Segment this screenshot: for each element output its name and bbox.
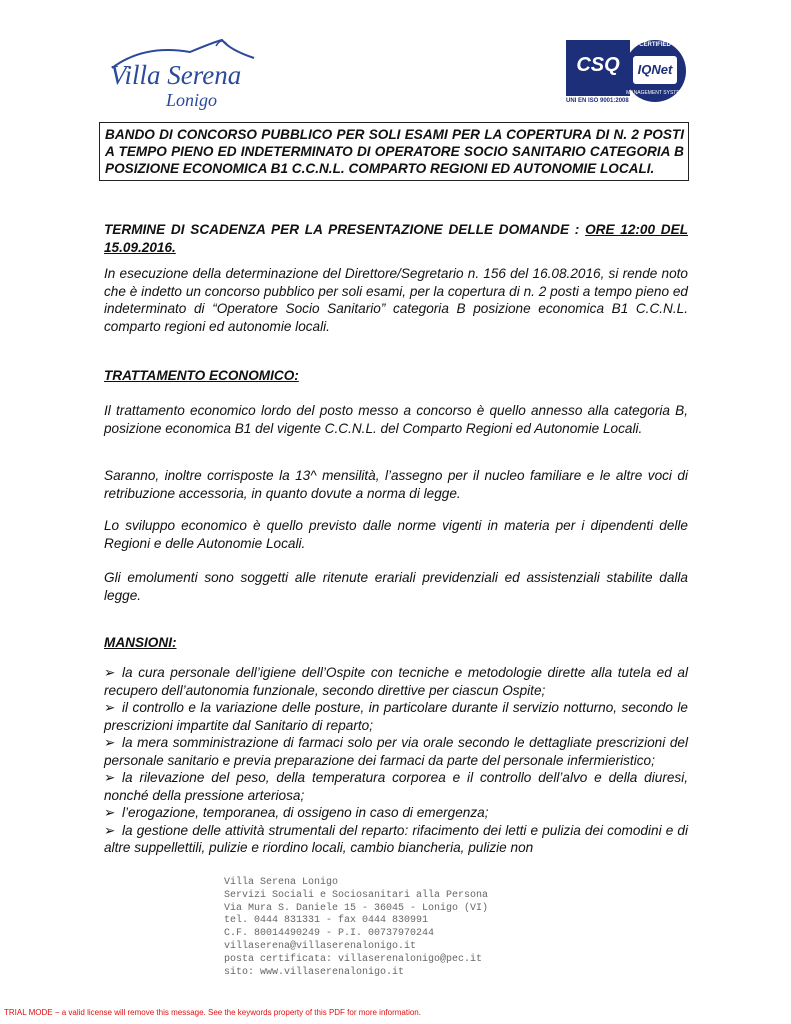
csq-mark: [566, 40, 630, 96]
deadline-statement: [104, 221, 688, 256]
iqnet-seal: [624, 40, 686, 102]
csq-label: CSQ: [576, 54, 620, 76]
economic-paragraph-3: Lo sviluppo economico è quello previsto dalle norme vigenti in materia per i dipendenti delle Regioni e delle Autonomie Locali.: [104, 518, 688, 551]
villa-serena-logo-graphic: [104, 38, 274, 112]
iqnet-label: IQNet: [633, 56, 677, 84]
arrow-bullet-icon: ➢: [104, 700, 116, 715]
footer-line: Villa Serena Lonigo: [224, 877, 339, 888]
economic-section-heading: TRATTAMENTO ECONOMICO:: [104, 368, 299, 383]
duties-section-heading: MANSIONI:: [104, 635, 177, 650]
list-item: [104, 804, 688, 822]
list-item: [104, 699, 688, 734]
list-item-text: la cura personale dell’igiene dell’Ospite con tecniche e metodologie dirette alla tutela ed al recupero dell’autonomia funzionale, secondo direttive per ciascun Ospite;: [104, 665, 688, 698]
svg-text:Villa Serena: Villa Serena: [110, 60, 242, 90]
footer-line: Via Mura S. Daniele 15 - 36045 - Lonigo (VI): [224, 902, 489, 914]
arrow-bullet-icon: ➢: [104, 770, 116, 785]
footer-line: tel. 0444 831331 - fax 0444 830991: [224, 915, 429, 927]
economic-paragraph-4: Gli emolumenti sono soggetti alle ritenute erariali previdenziali ed assistenziali stabilite dalla legge.: [104, 570, 688, 603]
list-item-text: la gestione delle attività strumentali del reparto: rifacimento dei letti e pulizia dei comodini e di altre suppellettili, pulizie e riordino locali, cambio biancheria, pulizie non: [104, 822, 688, 855]
footer-email-link[interactable]: villaserena@villaserenalonigo.it: [224, 940, 417, 952]
arrow-bullet-icon: ➢: [104, 735, 116, 750]
duties-list: [104, 664, 688, 857]
footer-contact-block: [224, 877, 488, 979]
economic-paragraph-2: Saranno, inoltre corrisposte la 13^ mensilità, l’assegno per il nucleo familiare e le altre voci di retribuzione accessoria, in quanto dovute a norma di legge.: [104, 468, 688, 501]
deadline-prefix: TERMINE DI SCADENZA PER LA PRESENTAZIONE DELLE DOMANDE :: [104, 222, 586, 237]
announcement-title: BANDO DI CONCORSO PUBBLICO PER SOLI ESAMI PER LA COPERTURA DI N. 2 POSTI A TEMPO PIENO ED INDETERMINATO DI OPERATORE SOCIO SANITARIO CATEGORIA B POSIZIONE ECONOMICA B1 C.C.N.L. COMPARTO REGIONI ED AUTONOMIE LOCALI.: [105, 127, 684, 176]
intro-paragraph: In esecuzione della determinazione del Direttore/Segretario n. 156 del 16.08.2016, si rende noto che è indetto un concorso pubblico per soli esami, per la copertura di n. 2 posti a tempo pieno ed indeterminato di “Operatore Socio Sanitario” categoria B posizione economica B1 C.C.N.L. comparto regioni ed autonomie locali.: [104, 266, 688, 334]
list-item: [104, 822, 688, 857]
svg-text:Lonigo: Lonigo: [166, 90, 218, 110]
economic-paragraph-1: Il trattamento economico lordo del posto messo a concorso è quello annesso alla categoria B, posizione economica B1 del vigente C.C.N.L. del Comparto Regioni ed Autonomie Locali.: [104, 403, 688, 436]
list-item-text: il controllo e la variazione delle posture, in particolare durante il servizio notturno, secondo le prescrizioni impartite dal Sanitario di reparto;: [104, 700, 688, 733]
trial-mode-notice: TRIAL MODE − a valid license will remove this message. See the keywords property of this PDF for more information.: [4, 1008, 421, 1017]
footer-pec-link[interactable]: posta certificata: villaserenalonigo@pec.it: [224, 953, 483, 965]
villa-serena-logo: [104, 38, 274, 112]
arrow-bullet-icon: ➢: [104, 822, 116, 838]
list-item: [104, 664, 688, 699]
footer-line: C.F. 80014490249 - P.I. 00737970244: [224, 928, 435, 940]
iso-standard-label: UNI EN ISO 9001:2008: [566, 98, 629, 104]
list-item: [104, 769, 688, 804]
list-item-text: l’erogazione, temporanea, di ossigeno in caso di emergenza;: [122, 805, 489, 820]
list-item-text: la rilevazione del peso, della temperatura corporea e il controllo dell’alvo e della diuresi, nonché della pressione arteriosa;: [104, 770, 688, 803]
csq-iqnet-certification-logo: [566, 40, 690, 108]
deadline-value: ORE 12:00 DEL 15.09.2016.: [104, 222, 688, 255]
list-item: [104, 734, 688, 769]
list-item-text: la mera somministrazione di farmaci solo per via orale secondo le dettagliate prescrizioni del personale sanitario e previa preparazione dei farmaci da parte del personale infermieristico;: [104, 735, 688, 768]
footer-line: Servizi Sociali e Sociosanitari alla Persona: [224, 889, 489, 901]
footer-website-link[interactable]: sito: www.villaserenalonigo.it: [224, 966, 405, 978]
arrow-bullet-icon: ➢: [104, 805, 116, 820]
arrow-bullet-icon: ➢: [104, 665, 116, 680]
seal-bottom-text: MANAGEMENT SYSTEM: [626, 90, 684, 96]
seal-top-text: CERTIFIED: [639, 42, 671, 48]
announcement-title-box: [99, 122, 689, 181]
